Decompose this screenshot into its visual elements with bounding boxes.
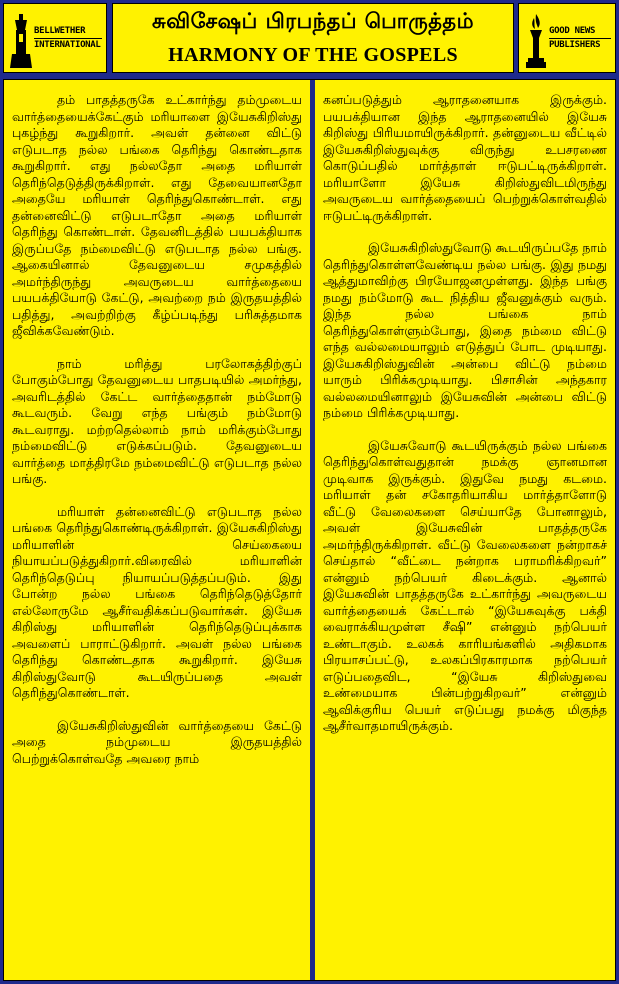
paragraph: தம் பாதத்தருகே உட்கார்ந்து தம்முடைய வார்த்தையைக்கேட்கும் மரியாளை இயேசுகிறிஸ்து புகழ்ந்து கூறுகிறார். அவள் தன்னை விட்டு எடுபடாத நல்ல பங்கை தெரிந்து கொண்டதாக கூறுகிறார். எது நல்லதோ அதை மரியாள் தெரிந்தெடுத்திருக்கிறாள். எது தேவையானதோ அதையே மரியாள் தெரிந்துகொண்டாள். எது தன்னைவிட்டு எடுபடாதோ அதை மரியாள் தெரிந்து கொண்டாள். தேவனிடத்தில் பயபக்தியாக இருப்பதே நம்மைவிட்டு எடுபடாத நல்ல பங்கு. ஆகையினால் தேவனுடைய சமுகத்தில் அமர்ந்திருந்து அவருடைய வார்த்தையை பயபக்தியோடு கேட்டு, அவற்றை நம் இருதயத்தில் பதித்து, அவற்றிற்கு கீழ்ப்படிந்து பரிசுத்தமாக ஜீவிக்கவேண்டும். [12,92,302,338]
page-title-english: HARMONY OF THE GOSPELS [168,44,458,66]
bell-tower-icon [10,14,32,68]
right-logo-line2: PUBLISHERS [549,39,601,50]
right-column [323,92,607,974]
paragraph: இயேசுவோடு கூடயிருக்கும் நல்ல பங்கை தெரிந்துகொள்வதுதான் நமக்கு ஞானமான முடிவாக இருக்கும். இதுவே நமது கடமை. மரியாள் தன் சகோதரியாகிய மார்த்தாளோடு வீட்டு வேலைகளை செய்யாதே போனாலும், அவள் இயேசுவின் பாதத்தருகே அமர்ந்திருக்கிறாள். வீட்டு வேலைகளை நன்றாகச் செய்தால் “வீட்டை நன்றாக பராமரிக்கிறவர்” என்னும் நற்பெயர் கிடைக்கும். ஆனால் இயேசுவின் பாதத்தருகே உட்கார்ந்து அவருடைய வார்த்தையைக் கேட்டால் “இயேசுவுக்கு பக்தி வைராக்கியமுள்ள சீஷி” என்னும் நற்பெயர் உண்டாகும். உலகக் காரியங்களில் அதிகமாக பிரயாசப்பட்டு, உலகப்பிரகாரமாக நற்பெயர் எடுப்பதைவிட, “இயேசு கிறிஸ்துவை உண்மையாக பின்பற்றுகிறவர்” என்னும் ஆவிக்குரிய பெயர் எடுப்பது நமக்கு மிகுந்த ஆசீர்வாதமாயிருக்கும். [323,437,607,733]
paragraph: இயேசுகிறிஸ்துவின் வார்த்தையை கேட்டு அதை நம்முடைய இருதயத்தில் பெற்றுக்கொள்வதே அவரை நாம் [12,717,302,766]
left-logo-line2: INTERNATIONAL [34,39,101,50]
paragraph: நாம் மரித்து பரலோகத்திற்குப் போகும்போது தேவனுடைய பாதபடியில் அமர்ந்து, அவரிடத்தில் கேட்ட வார்த்தைதான் நம்மோடு கூடவரும். வேறு எந்த பங்கும் நம்மோடு கூடவராது. மற்றதெல்லாம் நாம் மரிக்கும்போது நம்மைவிட்டு எடுக்கப்படும். தேவனுடைய வார்த்தை மாத்திரமே நம்மைவிட்டு எடுபடாத நல்ல பங்கு. [12,355,302,486]
paragraph: கனப்படுத்தும் ஆராதனையாக இருக்கும். பயபக்தியான இந்த ஆராதனையில் இயேசு கிறிஸ்து பிரியமாயிருக்கிறார். தன்னுடைய வீட்டில் இயேசுகிறிஸ்துவுக்கு விருந்து உபசரணை கொடுப்பதில் மார்த்தாள் ஈடுபட்டிருக்கிறாள். மரியாளோ இயேசு கிறிஸ்துவிடமிருந்து அவருடைய வார்த்தையைப் பெற்றுக்கொள்வதில் ஈடுபட்டிருக்கிறாள். [323,92,607,223]
title-banner [112,3,514,73]
paragraph: இயேசுகிறிஸ்துவோடு கூடயிருப்பதே நாம் தெரிந்துகொள்ளவேண்டிய நல்ல பங்கு. இது நமது ஆத்துமாவிற்கு பிரயோஜனமுள்ளது. இந்த பங்கு நமது நம்மோடு கூட நித்திய ஜீவனுக்கும் வரும். இந்த நல்ல பங்கை நாம் தெரிந்துகொள்ளும்போது, இதை நம்மை விட்டு எந்த வல்லமையாலும் எடுத்துப் போட முடியாது. இயேசுகிறிஸ்துவின் அன்பை விட்டு நம்மை யாரும் பிரிக்கமுடியாது. பிசாசின் அந்தகார வல்லமையினாலும் இயேசுவின் அன்பை விட்டு நம்மை பிரிக்கமுடியாது. [323,240,607,420]
right-logo-line1: GOOD NEWS [549,25,611,39]
page-title-tamil: சுவிசேஷப் பிரபந்தப் பொருத்தம் [152,9,474,33]
article-panel [3,79,616,981]
torch-icon [525,14,547,68]
column-divider [310,80,315,980]
good-news-logo [518,3,616,73]
left-column [12,92,302,974]
left-logo-line1: BELLWETHER [34,25,102,39]
bellwether-logo [3,3,107,73]
paragraph: மரியாள் தன்னைவிட்டு எடுபடாத நல்ல பங்கை தெரிந்துகொண்டிருக்கிறாள். இயேசுகிறிஸ்து மரியாளின் செய்கையை நியாயப்படுத்துகிறார்.விரைவில் மரியாளின் தெரிந்தெடுப்பு நியாயப்படுத்தப்படும். இது போன்ற நல்ல பங்கை தெரிந்தெடுத்தோர் எல்லோருமே ஆசீர்வதிக்கப்படுவார்கள். இயேசு கிறிஸ்து மரியாளின் தெரிந்தெடுப்புக்காக அவளைப் பாராட்டுகிறார். அவள் நல்ல பங்கை தெரிந்து கொண்டதாக கூறுகிறார். இயேசு கிறிஸ்துவோடு கூடயிருப்பதை அவள் தெரிந்துகொண்டாள். [12,503,302,700]
